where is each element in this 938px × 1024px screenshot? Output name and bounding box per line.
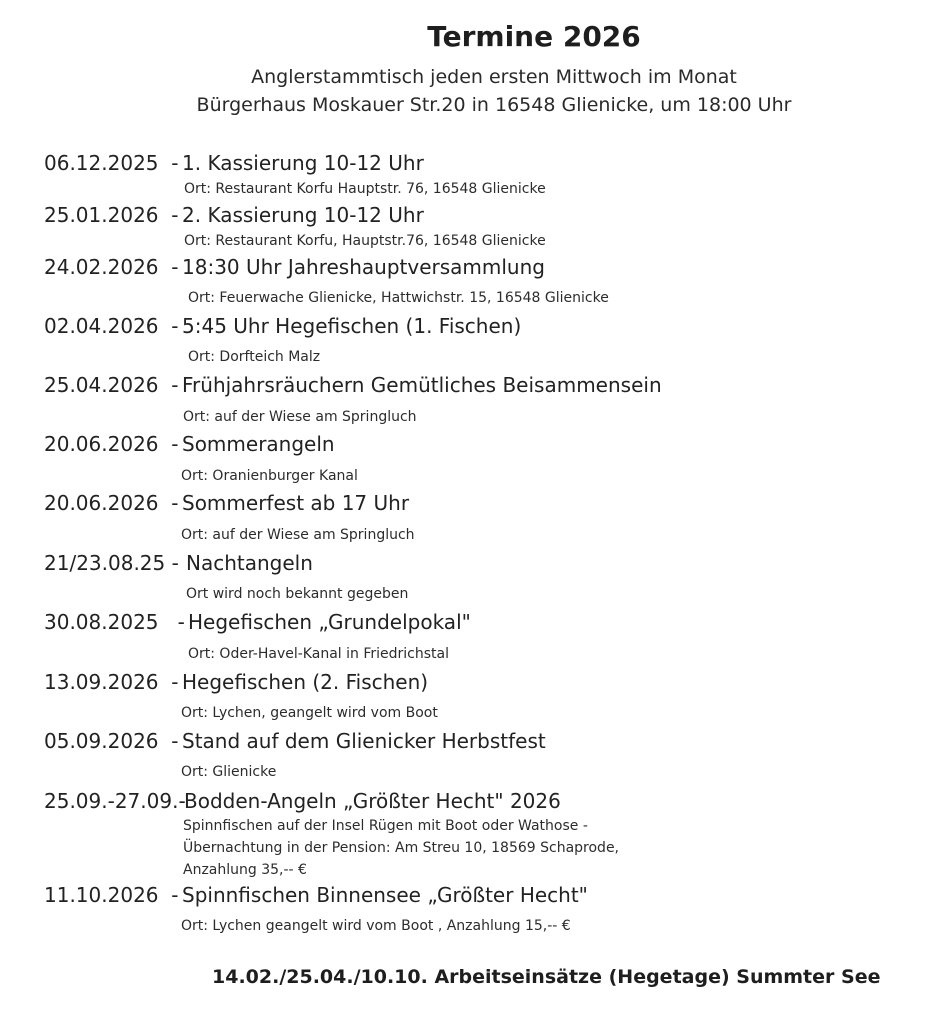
event-title: Stand auf dem Glienicker Herbstfest: [182, 729, 546, 753]
event-description-line: Übernachtung in der Pension: Am Streu 10, 18569 Schaprode,: [183, 840, 620, 856]
event-title: 18:30 Uhr Jahreshauptversammlung: [182, 255, 545, 279]
event-location: Ort: Lychen geangelt wird vom Boot , Anzahlung 15,-- €: [181, 918, 571, 934]
event-date: 02.04.2026 -: [44, 314, 179, 338]
event-title: Sommerfest ab 17 Uhr: [182, 491, 410, 515]
event-description-line: Spinnfischen auf der Insel Rügen mit Boot oder Wathose -: [183, 818, 588, 834]
event-title: Sommerangeln: [182, 432, 335, 456]
event-date: 20.06.2026 -: [44, 432, 179, 456]
event-date: 25.04.2026 -: [44, 373, 179, 397]
event-date: 13.09.2026 -: [44, 670, 179, 694]
event-title: Hegefischen „Grundelpokal": [188, 610, 471, 634]
event-date: 11.10.2026 -: [44, 883, 179, 907]
footer-work-days: 14.02./25.04./10.10. Arbeitseinsätze (Hegetage) Summter See: [212, 966, 881, 988]
event-location: Ort: Oranienburger Kanal: [181, 468, 358, 484]
event-title: 5:45 Uhr Hegefischen (1. Fischen): [182, 314, 522, 338]
event-date: 20.06.2026 -: [44, 491, 179, 515]
event-location: Ort: Restaurant Korfu Hauptstr. 76, 16548 Glienicke: [184, 181, 546, 197]
event-location: Ort: auf der Wiese am Springluch: [181, 527, 415, 543]
event-title: Nachtangeln: [186, 551, 313, 575]
event-location: Ort: Dorfteich Malz: [188, 349, 321, 365]
event-location: Ort: Oder-Havel-Kanal in Friedrichstal: [188, 646, 449, 662]
event-title: Spinnfischen Binnensee „Größter Hecht": [182, 883, 588, 907]
subtitle-address: Bürgerhaus Moskauer Str.20 in 16548 Glienicke, um 18:00 Uhr: [196, 94, 792, 116]
event-title: Hegefischen (2. Fischen): [182, 670, 429, 694]
event-title: 1. Kassierung 10-12 Uhr: [182, 151, 424, 175]
event-date: 06.12.2025 -: [44, 151, 179, 175]
subtitle-stammtisch: Anglerstammtisch jeden ersten Mittwoch im Monat: [251, 66, 737, 88]
event-date: 24.02.2026 -: [44, 255, 179, 279]
event-date: 30.08.2025 -: [44, 610, 185, 634]
event-location: Ort: Feuerwache Glienicke, Hattwichstr. 15, 16548 Glienicke: [188, 290, 609, 306]
event-date: 25.01.2026 -: [44, 203, 179, 227]
event-location: Ort: Glienicke: [181, 764, 277, 780]
event-date: 05.09.2026 -: [44, 729, 179, 753]
page-title: Termine 2026: [427, 20, 641, 53]
event-title: Bodden-Angeln „Größter Hecht" 2026: [184, 789, 561, 813]
event-location: Ort: auf der Wiese am Springluch: [183, 409, 417, 425]
event-date: 21/23.08.25 -: [44, 551, 179, 575]
event-location: Ort wird noch bekannt gegeben: [186, 586, 409, 602]
event-location: Ort: Lychen, geangelt wird vom Boot: [181, 705, 438, 721]
event-date: 25.09.-27.09.-: [44, 789, 186, 813]
event-location: Ort: Restaurant Korfu, Hauptstr.76, 16548 Glienicke: [184, 233, 546, 249]
event-description-line: Anzahlung 35,-- €: [183, 862, 307, 878]
event-title: Frühjahrsräuchern Gemütliches Beisammensein: [182, 373, 662, 397]
event-title: 2. Kassierung 10-12 Uhr: [182, 203, 424, 227]
